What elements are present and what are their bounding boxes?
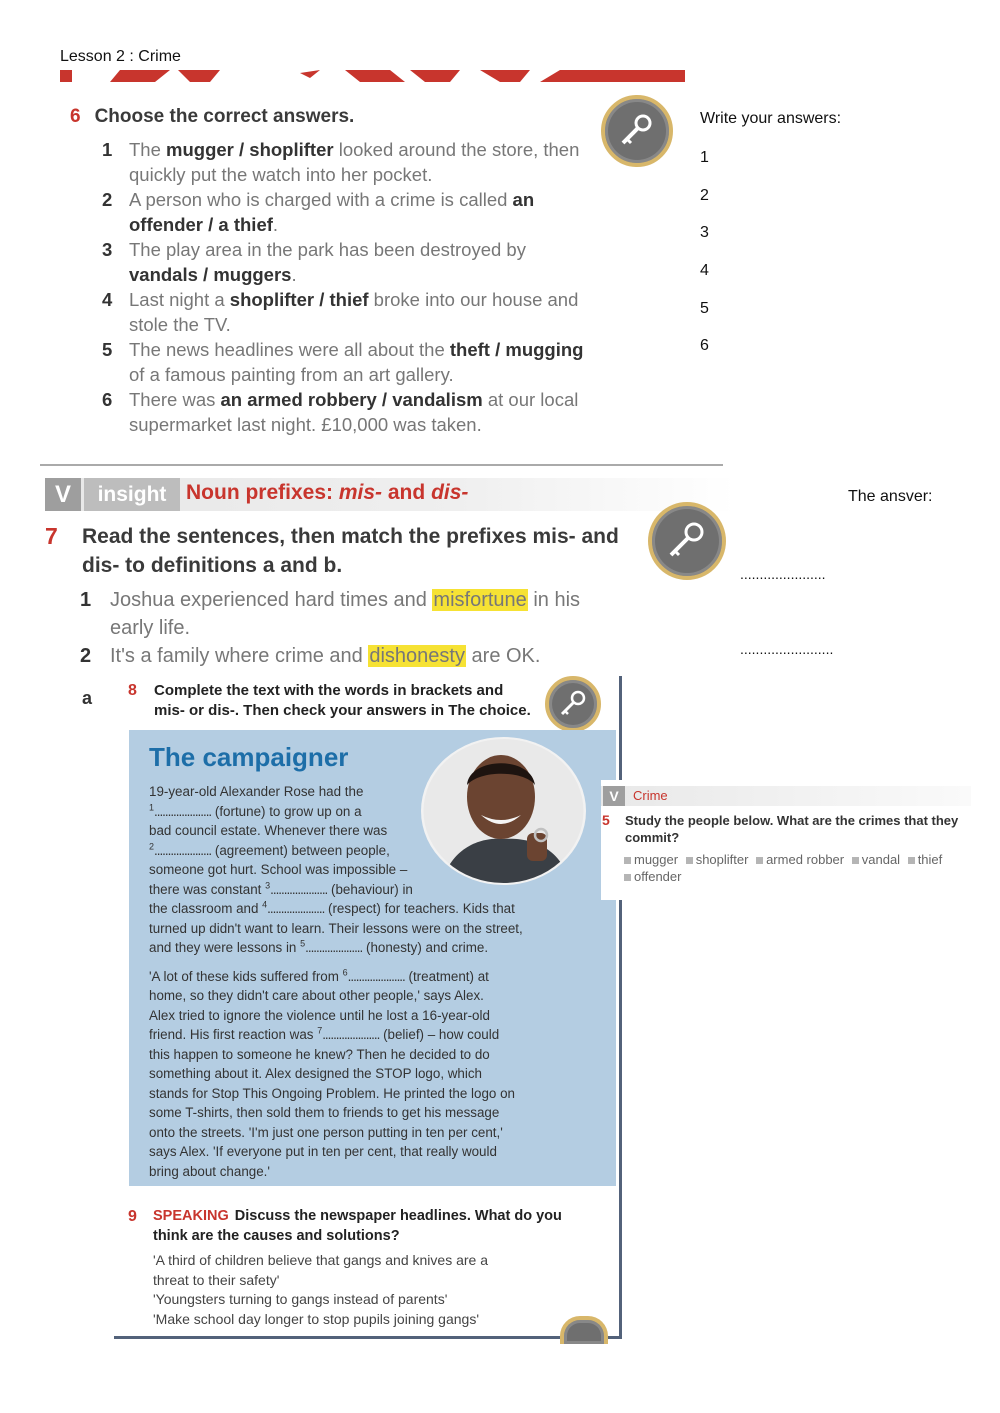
exercise-6-item	[102, 187, 592, 237]
exercise-9-number: 9	[128, 1208, 137, 1225]
bullet-square-icon	[756, 857, 763, 864]
answer-choices: mugger / shoplifter	[166, 139, 334, 160]
gap-number: 7	[317, 1025, 323, 1036]
item-number: 1	[80, 589, 92, 611]
insight-letter: V	[45, 478, 81, 511]
bullet-square-icon	[686, 857, 693, 864]
story-title: The campaigner	[149, 742, 349, 772]
headline: threat to their safety'	[153, 1271, 280, 1288]
crime-title: Crime	[633, 788, 668, 803]
item-text: There was an armed robbery / vandalism at our local supermarket last night. £10,000 was taken.	[129, 389, 579, 435]
crime-word: mugger	[624, 852, 678, 867]
story-line: turned up didn't want to learn. Their lessons were on the street,	[149, 920, 523, 936]
exercise-6-heading	[70, 106, 354, 128]
gap-blank[interactable]: .....................	[347, 968, 405, 984]
story-line: says Alex. 'If everyone put in ten per cent, that really would	[149, 1144, 497, 1159]
answer-number: 2	[700, 187, 709, 204]
answer-choices: shoplifter / thief	[229, 289, 369, 310]
story-line: 'A lot of these kids suffered from $^6$..................... (treatment) at	[149, 967, 489, 984]
story-line: home, so they didn't care about other people,' says Alex.	[149, 988, 484, 1003]
item-text: Joshua experienced hard times and	[110, 589, 433, 611]
crime-word: shoplifter	[686, 852, 749, 867]
exercise-8-instruction: Complete the text with the words in brackets and mis- or dis-. Then check your answers in The choice.	[154, 682, 531, 719]
story-text	[149, 782, 554, 1190]
crime-letter: V	[603, 786, 625, 806]
insight-title	[186, 481, 468, 505]
answer-choices: vandals / muggers	[129, 264, 292, 285]
exercise-6-item	[102, 387, 592, 437]
exercise-7-list	[80, 586, 660, 670]
decorative-banner	[60, 70, 685, 82]
gap-number: 6	[342, 967, 348, 978]
headline: 'Make school day longer to stop pupils joining gangs'	[153, 1310, 479, 1327]
answer-label: The ansver:	[848, 488, 933, 505]
answers-title: Write your answers:	[700, 110, 842, 127]
story-line: some T-shirts, then sold them to friends to get his message	[149, 1105, 500, 1120]
highlighted-word: dishonesty	[369, 645, 465, 667]
exercise-6-item	[102, 237, 592, 287]
story-line: onto the streets. 'I'm just one person putting in ten per cent,'	[149, 1124, 503, 1140]
insight-title-and: and	[382, 481, 432, 504]
answer-blank-2[interactable]: ........................	[740, 641, 834, 657]
item-text: It's a family where crime and	[110, 645, 369, 667]
story-line: 19-year-old Alexander Rose had the	[149, 784, 364, 799]
item-number: 3	[102, 239, 113, 260]
answer-number: 5	[700, 300, 709, 317]
exercise-7-number: 7	[45, 523, 58, 549]
exercise-6-item	[102, 287, 592, 337]
answer-choices: an armed robbery / vandalism	[220, 389, 483, 410]
crime-word: offender	[624, 869, 681, 884]
exercise-9-heading	[128, 1207, 568, 1246]
story-line: stands for Stop This Ongoing Problem. He printed the logo on	[149, 1085, 515, 1101]
crime-word-list	[624, 851, 969, 885]
bullet-square-icon	[624, 857, 631, 864]
story-line: this happen to someone he knew? Then he decided to do	[149, 1046, 490, 1062]
exercise-7-item-2	[80, 642, 660, 670]
item-number: 1	[102, 139, 113, 160]
crime-word: vandal	[852, 852, 900, 867]
story-paragraph-2	[149, 967, 554, 1182]
story-line: someone got hurt. School was impossible –	[149, 862, 408, 877]
headlines-list	[153, 1251, 573, 1329]
highlighted-word: misfortune	[433, 589, 527, 611]
answer-number: 4	[700, 262, 709, 279]
headline: 'Youngsters turning to gangs instead of parents'	[153, 1291, 448, 1308]
gap-number: 5	[300, 938, 306, 949]
item-text-continued: early life.	[110, 617, 191, 639]
gap-number: 4	[262, 899, 268, 910]
exercise-6-instruction: Choose the correct answers.	[94, 106, 355, 127]
exercise-7-heading	[45, 522, 625, 580]
gap-blank[interactable]: .....................	[154, 842, 212, 858]
crime-word: thief	[908, 852, 943, 867]
answer-number: 3	[700, 224, 709, 241]
item-text: The news headlines were all about the theft / mugging of a famous painting from an art gallery.	[129, 339, 584, 385]
gap-blank[interactable]: .....................	[270, 881, 328, 897]
gap-blank[interactable]: .....................	[305, 940, 363, 955]
item-text: in his	[527, 589, 581, 611]
item-text: are OK.	[465, 645, 541, 667]
story-line: Alex tried to ignore the violence until he lost a 16-year-old	[149, 1007, 490, 1023]
answer-number: 1	[700, 149, 709, 166]
key-icon	[560, 1316, 608, 1344]
exercise-8-number: 8	[128, 682, 137, 699]
item-text: The play area in the park has been destroyed by vandals / muggers.	[129, 239, 526, 285]
item-number: 6	[102, 389, 113, 410]
story-line: and they were lessons in $^5$..................... (honesty) and crime.	[149, 938, 489, 955]
insight-word: insight	[84, 478, 180, 511]
gap-number: 3	[265, 880, 271, 891]
gap-number: 2	[149, 841, 155, 852]
item-number: 2	[102, 189, 113, 210]
exercise-9-instruction: Discuss the newspaper headlines. What do you think are the causes and solutions?	[153, 1208, 562, 1244]
answer-choices: an offender / a thief	[129, 189, 535, 235]
answer-number: 6	[700, 337, 709, 354]
exercise-6-item	[102, 337, 592, 387]
gap-blank[interactable]: .....................	[267, 901, 325, 916]
exercise-5-instruction: Study the people below. What are the crimes that they commit?	[625, 813, 959, 845]
story-line: bad council estate. Whenever there was	[149, 823, 388, 838]
exercise-7-instruction: Read the sentences, then match the prefixes mis- and dis- to definitions a and b.	[82, 525, 619, 577]
exercise-6-number: 6	[70, 106, 81, 127]
headline: 'A third of children believe that gangs and knives are a	[153, 1252, 488, 1268]
item-text: A person who is charged with a crime is called an offender / a thief.	[129, 189, 535, 235]
exercise-7-item-1	[80, 586, 660, 614]
gap-number: 1	[149, 802, 155, 813]
item-number: 5	[102, 339, 113, 360]
exercise-8-heading	[128, 681, 538, 721]
insight-title-dis: dis-	[431, 481, 469, 504]
answer-choices: theft / mugging	[449, 339, 584, 360]
exercise-6-item	[102, 137, 592, 187]
key-icon	[648, 502, 726, 580]
story-line: $^2$..................... (agreement) between people,	[149, 841, 390, 858]
gap-blank[interactable]: .....................	[322, 1027, 380, 1042]
gap-blank[interactable]: .....................	[154, 803, 212, 819]
section-divider	[40, 464, 723, 466]
exercise-5-number: 5	[602, 812, 610, 828]
key-icon	[601, 95, 673, 167]
bullet-square-icon	[852, 857, 859, 864]
story-line: bring about change.'	[149, 1163, 270, 1179]
key-icon	[545, 676, 601, 732]
lesson-title: Lesson 2 : Crime	[60, 48, 181, 65]
definition-a-letter: a	[82, 688, 93, 708]
speaking-label: SPEAKING	[153, 1208, 229, 1224]
item-text: Last night a shoplifter / thief broke into our house and stole the TV.	[129, 289, 579, 335]
bullet-square-icon	[908, 857, 915, 864]
insight-title-mis: mis-	[338, 481, 383, 504]
exercise-6-list	[102, 137, 592, 437]
answer-blank-1[interactable]: ......................	[740, 566, 826, 582]
story-paragraph-1	[149, 782, 554, 958]
item-number: 4	[102, 289, 113, 310]
crime-word: armed robber	[756, 852, 844, 867]
insight-title-text: Noun prefixes:	[186, 481, 339, 504]
bullet-square-icon	[624, 874, 631, 881]
item-number: 2	[80, 645, 92, 667]
story-line: something about it. Alex designed the STOP logo, which	[149, 1066, 482, 1081]
exercise-5-heading	[602, 812, 962, 846]
item-text: The mugger / shoplifter looked around the store, then quickly put the watch into her pocket.	[129, 139, 580, 185]
story-line: the classroom and $^4$..................... (respect) for teachers. Kids that	[149, 899, 515, 916]
story-line: $^1$..................... (fortune) to grow up on a	[149, 802, 362, 819]
story-line: there was constant $^3$..................... (behaviour) in	[149, 880, 413, 897]
story-line: friend. His first reaction was $^7$..................... (belief) – how could	[149, 1025, 500, 1042]
